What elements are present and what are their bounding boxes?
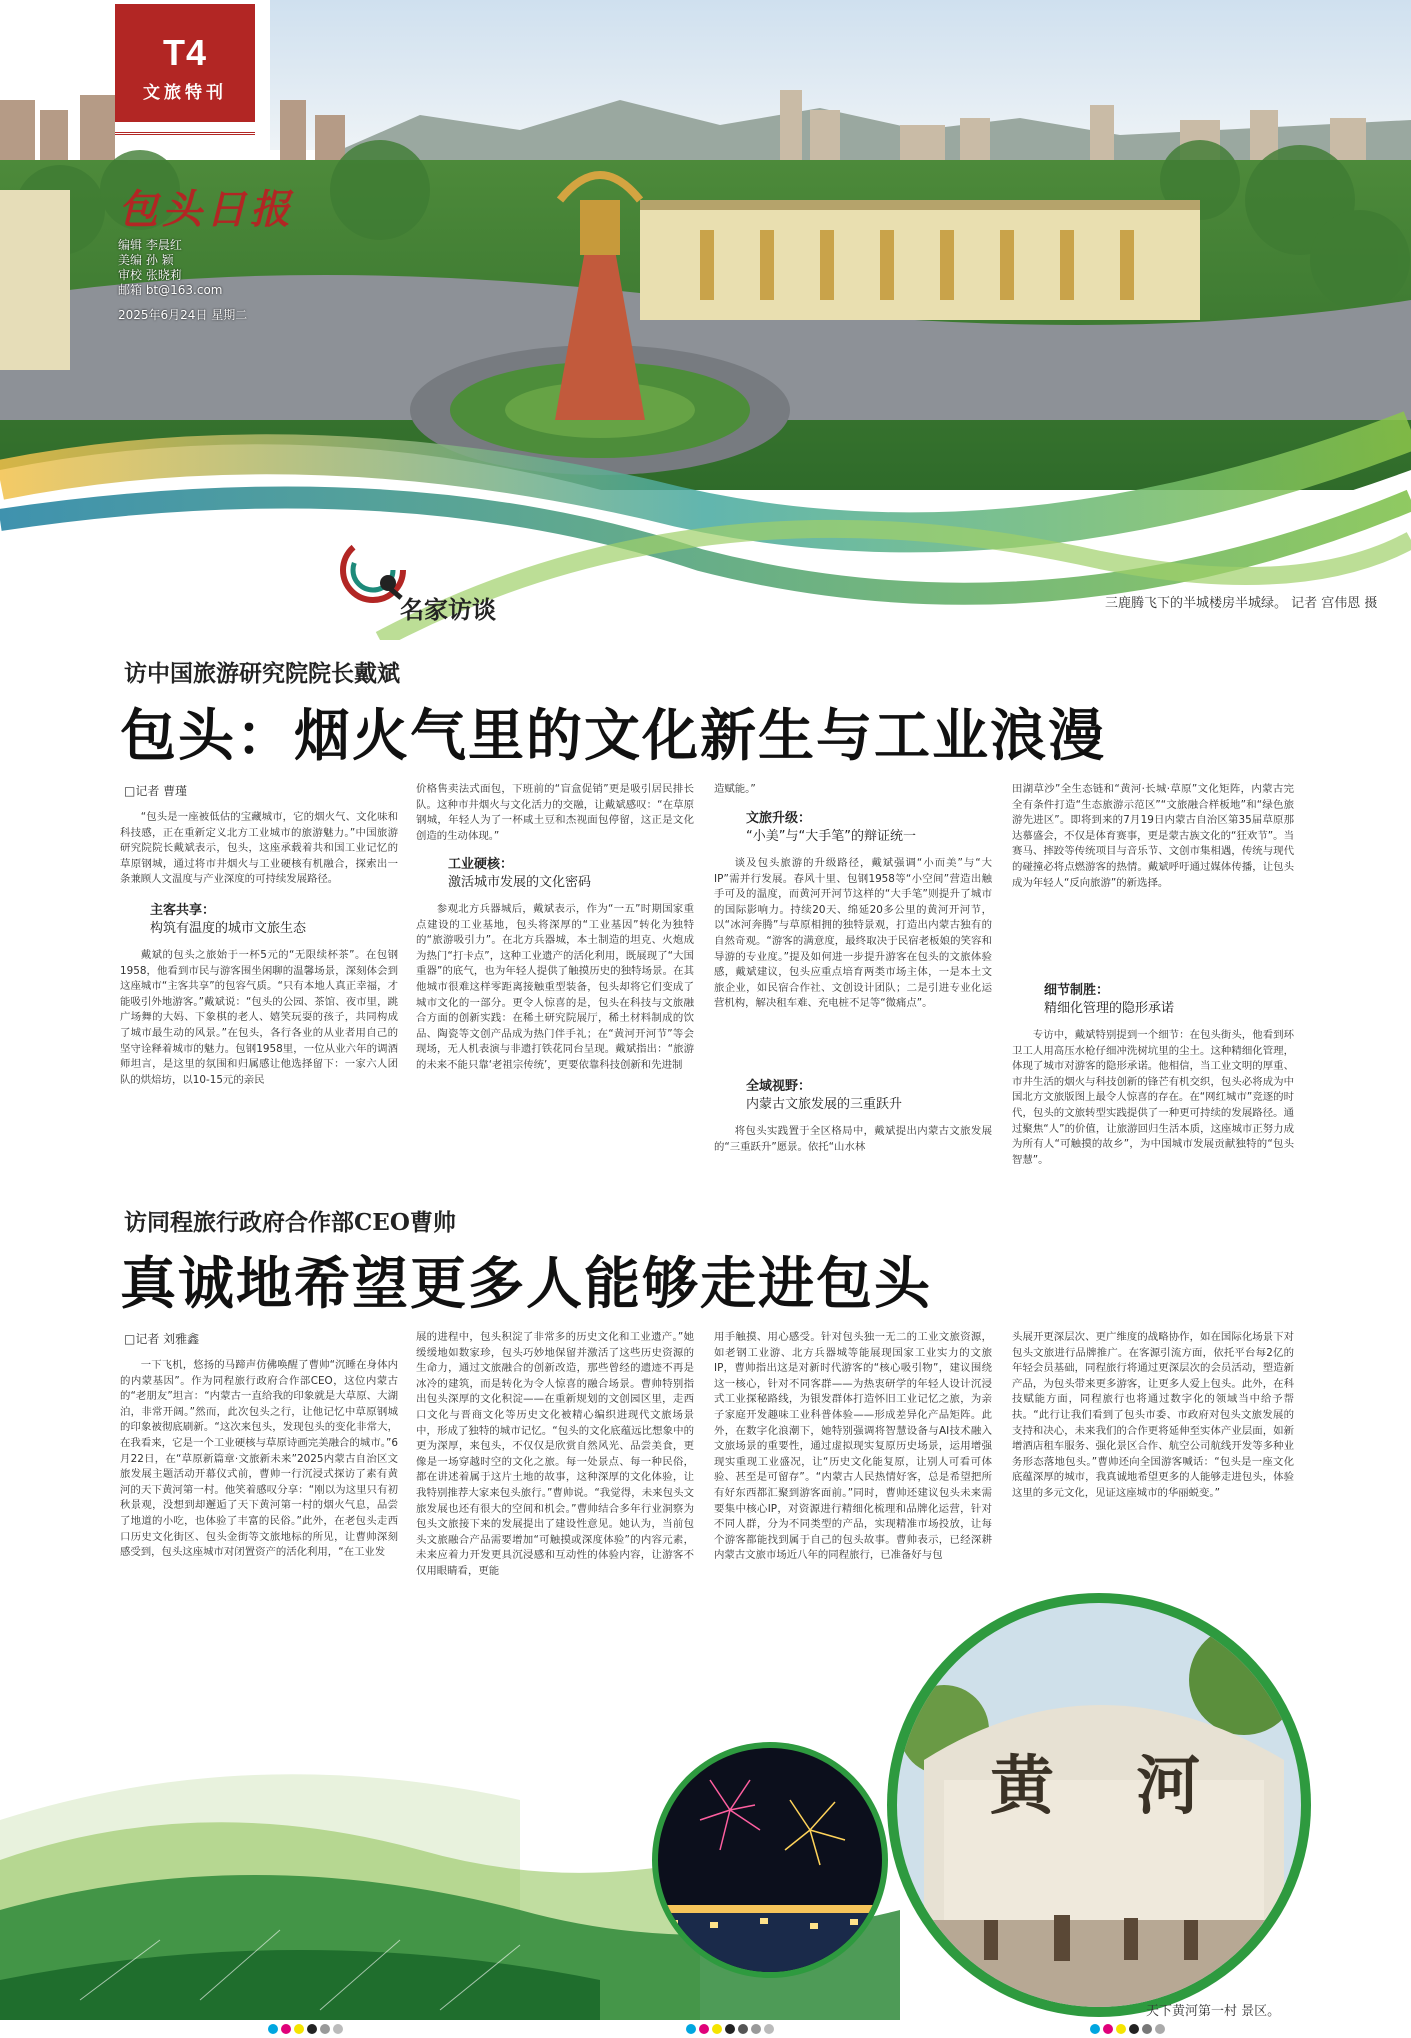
article1-subhead-2: [448, 856, 591, 892]
paragraph: 将包头实践置于全区格局中，戴斌提出内蒙古文旅发展的“三重跃升”愿景。依托“山水林: [714, 1125, 992, 1153]
gray-dot: [751, 2024, 761, 2034]
gray-dot: [1155, 2024, 1165, 2034]
article1-col2-text: [416, 782, 694, 846]
paragraph: “包头是一座被低估的宝藏城市，它的烟火气、文化味和科技感，正在重新定义北方工业城市的旅游魅力。”中国旅游研究院院长戴斌表示，包头，这座承载着共和国工业记忆的草原钢城，通过将市井烟火与工业硬核有机融合，探索出一条兼顾人文温度与产业深度的可持续发展路径。: [120, 811, 398, 886]
article1-col2b-text: [416, 902, 694, 1166]
yellow-dot: [712, 2024, 722, 2034]
print-registration-marks: [1090, 2019, 1168, 2029]
article1-kicker: 访中国旅游研究院院长戴斌: [124, 660, 400, 687]
paragraph: 用手触摸、用心感受。针对包头独一无二的工业文旅资源，如老钢工业游、北方兵器城等能展现国家工业实力的文旅IP，曹帅指出这是对新时代游客的“核心吸引物”，建议围绕这一核心，针对不同客群——为热衷研学的年轻人设计沉浸式工业探秘路线，为银发群体打造怀旧工业记忆之旅，为亲子家庭开发趣味工业科普体验——形成差异化产品矩阵。此外，在数字化浪潮下，她特别强调将智慧设备与AI技术融入文旅场景的重要性，通过虚拟现实复原历史场景，运用增强现实重现工业盛况，让“历史文化能复原，让别人可看可体验、甚至是可留存”。“内蒙古人民热情好客，总是希望把所有好东西都汇聚到游客面前。”同时，曹帅还建议包头未来需要集中核心IP，对资源进行精细化梳理和品牌化运营，针对不同人群，分为不同类型的产品，实现精准市场投放，让每个游客都能找到属于自己的包头故事。曹帅表示，已经深耕内蒙古文旅市场近八年的同程旅行，已准备好与包: [714, 1331, 992, 1562]
paragraph: 造赋能。”: [714, 783, 756, 795]
print-registration-marks: [686, 2019, 777, 2029]
yellow-dot: [294, 2024, 304, 2034]
gray-dot: [738, 2024, 748, 2034]
article1-col4-text: [1012, 782, 1294, 978]
article1-col1-text: [120, 810, 398, 890]
article1-subhead-1: [150, 902, 306, 938]
section-label: 文旅特刊: [143, 83, 227, 103]
paragraph: 戴斌的包头之旅始于一杯5元的“无限续杯茶”。在包钢1958，他看到市民与游客围坐闲聊的温馨场景，深刻体会到这座城市“主客共享”的包容气质。“只有本地人真正幸福，才能吸引外地游客。”戴斌说：“包头的公园、茶馆、夜市里，跳广场舞的大妈、下象棋的老人、嬉笑玩耍的孩子，共同构成了城市最生动的风景。”在包头，各行各业的从业者用自己的坚守诠释着城市的魅力。包钢1958里，一位从业六年的调酒师坦言，是这里的氛围和归属感让他选择留下：一家六人团队的烘焙坊，以10-15元的亲民: [120, 949, 398, 1086]
print-registration-marks: [268, 2019, 346, 2029]
cyan-dot: [686, 2024, 696, 2034]
subhead-line: 工业硬核：: [448, 857, 514, 872]
page-number: T4: [162, 32, 207, 73]
article2-col2-text: [416, 1330, 694, 1648]
paragraph: 专访中，戴斌特别提到一个细节：在包头街头，他看到环卫工人用高压水枪仔细冲洗树坑里的尘土。这种精细化管理，体现了城市对游客的隐形承诺。他相信，当工业文明的厚重、市井生活的烟火与科技创新的锋芒有机交织，包头必将成为中国北方文旅版图上最令人惊喜的存在。在“网红城市”竞逐的时代，包头的文旅转型实践提供了一种更可持续的发展路径。通过聚焦“人”的价值，让旅游回归生活本质，这座城市正努力成为所有人“可触摸的故乡”，为中国城市发展贡献独特的“包头智慧”。: [1012, 1029, 1294, 1166]
masthead-logo: 包头日报: [118, 186, 294, 233]
article1-col4b-text: [1012, 1028, 1294, 1166]
article1-col3b-text: [714, 856, 992, 1074]
cyan-dot: [1090, 2024, 1100, 2034]
yellow-river-sign: 黄 河: [990, 1749, 1231, 1824]
article2-kicker: 访同程旅行政府合作部CEO曹帅: [124, 1209, 456, 1236]
editor-line: 编辑 李晨红: [118, 238, 182, 252]
fireworks-photo: [650, 1740, 890, 1980]
subhead-line: “小美”与“大手笔”的辩证统一: [746, 829, 916, 844]
gray-dot: [320, 2024, 330, 2034]
article1-col3c-text: [714, 1124, 992, 1166]
article2-col4-text: [1012, 1330, 1294, 1566]
magenta-dot: [699, 2024, 709, 2034]
black-dot: [1129, 2024, 1139, 2034]
microphone-icon: [338, 535, 408, 605]
subhead-line: 文旅升级：: [746, 811, 812, 826]
column-logo-text: 名家访谈: [400, 596, 496, 624]
gray-dot: [764, 2024, 774, 2034]
paragraph: 价格售卖法式面包，下班前的“盲盒促销”更是吸引居民排长队。这种市井烟火与文化活力的交融，让戴斌感叹：“在草原钢城，年轻人为了一杯咸土豆和杰视面包停留，这正是文化创造的生动体现。”: [416, 783, 694, 842]
article2-byline: □记者 刘雅鑫: [124, 1332, 200, 1346]
editor-credits: [118, 238, 223, 298]
bottom-photo-caption: 天下黄河第一村 景区。: [1146, 2004, 1281, 2019]
article1-subhead-3: [746, 810, 916, 846]
paragraph: 参观北方兵器城后，戴斌表示，作为“一五”时期国家重点建设的工业基地，包头将深厚的“工业基因”转化为独特的“旅游吸引力”。在北方兵器城，本土制造的坦克、火炮成为热门“打卡点”，这种工业遗产的活化利用，既展现了“大国重器”的底气，也为年轻人提供了触摸历史的独特场景。在其他城市很难这样零距离接触重型装备，包头却将它们变成了城市文化的一部分。更令人惊喜的是，包头在科技与文旅融合方面的创新实践：在稀土研究院展厅，稀土材料制成的饮品、陶瓷等文创产品成为热门伴手礼；在“黄河开河节”等会现场，无人机表演与非遗打铁花同台呈现。戴斌指出：“旅游的未来不能只靠‘老祖宗传统’，更要依靠科技创新和先进制: [416, 903, 694, 1071]
editor-line: 审校 张晓莉: [118, 268, 182, 282]
paragraph: 谈及包头旅游的升级路径，戴斌强调“小而美”与“大IP”需并行发展。春风十里、包钢1958等“小空间”营造出触手可及的温度，而黄河开河节这样的“大手笔”则提升了城市的国际影响力。持续20天、绵延20多公里的黄河开河节，以“冰河奔腾”与草原相拥的独特景观，打造出内蒙古独有的自然奇观。“游客的满意度，最终取决于民宿老板娘的笑容和导游的专业度。”提及如何进一步提升游客在包头的文旅体验感，戴斌建议，包头应重点培育两类市场主体，一是本土文旅企业，如民宿合作社、文创设计团队；二是引进专业化运营机构，解决租车难、充电桩不足等“微痛点”。: [714, 857, 992, 1010]
editor-line: 美编 孙 颖: [118, 253, 174, 267]
paragraph: 头展开更深层次、更广维度的战略协作，如在国际化场景下对包头文旅进行品牌推广。在客源引流方面，依托平台每2亿的年轻会员基础，同程旅行将通过更深层次的会员活动，塑造新产品，为包头带来更多游客，让更多人爱上包头。此外，在科技赋能方面，同程旅行也将通过数字化的领域当中给予帮扶。“此行让我们看到了包头市委、市政府对包头文旅发展的支持和决心，未来我们的合作更将延伸至实体产业层面，如新增酒店租车服务、强化景区合作、航空公司航线开发等多种业务形态落地包头。”曹帅还向全国游客喊话：“包头是一座文化底蕴深厚的城市，我真诚地希望更多的人能够走进包头，体验这里的多元文化，见证这座城市的华丽蜕变。”: [1012, 1331, 1294, 1499]
article1-col3-top: [714, 782, 992, 800]
tag-decoration: [115, 122, 255, 135]
paragraph: 一下飞机，悠扬的马蹄声仿佛唤醒了曹帅“沉睡在身体内的内蒙基因”。作为同程旅行政府合作部CEO，这位内蒙古的“老朋友”坦言：“内蒙古一直给我的印象就是大草原、大湖泊，非常开阔。”然而，此次包头之行，让他记忆中草原钢城的印象被彻底刷新。“这次来包头，发现包头的变化非常大，在我看来，它是一个工业硬核与草原诗画完美融合的城市。”6月22日，在“草原新篇章·文旅新未来”2025内蒙古自治区文旅发展主题活动开幕仪式前，曹帅一行沉浸式探访了素有黄河的天下黄河第一村。他笑着感叹分享：“刚以为这里只有初秋景观，没想到却邂逅了天下黄河第一村的烟火气息，品尝了地道的小吃，也体验了丰富的民俗。”此外，在老包头走西口历史文化街区、包头金街等文旅地标的所见，让曹帅深刻感受到，包头这座城市对闭置资产的活化利用，“在工业发: [120, 1359, 398, 1559]
subhead-line: 主客共享：: [150, 903, 216, 918]
yellow-dot: [1116, 2024, 1126, 2034]
subhead-line: 细节制胜：: [1044, 983, 1110, 998]
subhead-line: 内蒙古文旅发展的三重跃升: [746, 1097, 903, 1112]
paragraph: 田湖草沙”全生态链和“黄河·长城·草原”文化矩阵，内蒙古完全有条件打造“生态旅游示范区”“文旅融合样板地”和“绿色旅游先进区”。即将到来的7月19日内蒙古自治区第35届草原那达慕盛会，不仅是体育赛事，更是蒙古族文化的“狂欢节”。当赛马、摔跤等传统项目与音乐节、文创市集相遇，传统与现代的碰撞必将点燃游客的热情。戴斌呼吁通过媒体传播，让包头成为年轻人“反向旅游”的新选择。: [1012, 783, 1294, 889]
cyan-dot: [268, 2024, 278, 2034]
article1-subhead-5: [1044, 982, 1174, 1018]
gray-dot: [333, 2024, 343, 2034]
article1-col1b-text: [120, 948, 398, 1166]
article2-col1-text: [120, 1358, 398, 1648]
magenta-dot: [281, 2024, 291, 2034]
article1-subhead-4: [746, 1078, 902, 1114]
magenta-dot: [1103, 2024, 1113, 2034]
black-dot: [307, 2024, 317, 2034]
subhead-line: 精细化管理的隐形承诺: [1044, 1001, 1175, 1016]
issue-date: 2025年6月24日 星期二: [118, 308, 248, 322]
article2-headline: 真诚地希望更多人能够走进包头: [120, 1251, 932, 1317]
top-photo-caption: 三鹿腾飞下的半城楼房半城绿。 记者 宫伟恩 摄: [1105, 596, 1378, 611]
editor-line: 邮箱 bt@163.com: [118, 283, 223, 297]
article1-headline: 包头：烟火气里的文化新生与工业浪漫: [120, 703, 1106, 769]
gray-dot: [1142, 2024, 1152, 2034]
article1-byline: □记者 曹瑾: [124, 784, 188, 798]
subhead-line: 全域视野：: [746, 1079, 812, 1094]
subhead-line: 构筑有温度的城市文旅生态: [150, 921, 307, 936]
page-tag: [115, 4, 255, 122]
black-dot: [725, 2024, 735, 2034]
subhead-line: 激活城市发展的文化密码: [448, 875, 592, 890]
paragraph: 展的进程中，包头积淀了非常多的历史文化和工业遗产。”她缓缓地如数家珍，包头巧妙地保留并激活了这些历史资源的生命力，通过文旅融合的创新改造，那些曾经的遗迹不再是冰冷的建筑，而是转化为令人惊喜的融合场景。曹帅特别指出包头深厚的文化积淀——在重新规划的文创园区里，走西口文化与晋商文化等历史文化被精心编织进现代文旅场景中，形成了独特的城市记忆。“包头的文化底蕴远比想象中的更为深厚，来包头，不仅仅是欣赏自然风光、品尝美食，更像是一场穿越时空的文化之旅。每一处景点、每一种民俗，都在讲述着属于这片土地的故事，这种深厚的文化体验，让我特别推荐大家来包头旅行。”曹帅说。“我觉得，未来包头文旅发展也还有很大的空间和机会。”曹帅结合多年行业洞察为包头文旅接下来的发展提出了建设性意见。她认为，当前包头文旅融合产品需要增加“可触摸或深度体验”的内容元素，未来应着力开发更具沉浸感和互动性的体验内容，让游客不仅用眼睛看，更能: [416, 1331, 694, 1577]
